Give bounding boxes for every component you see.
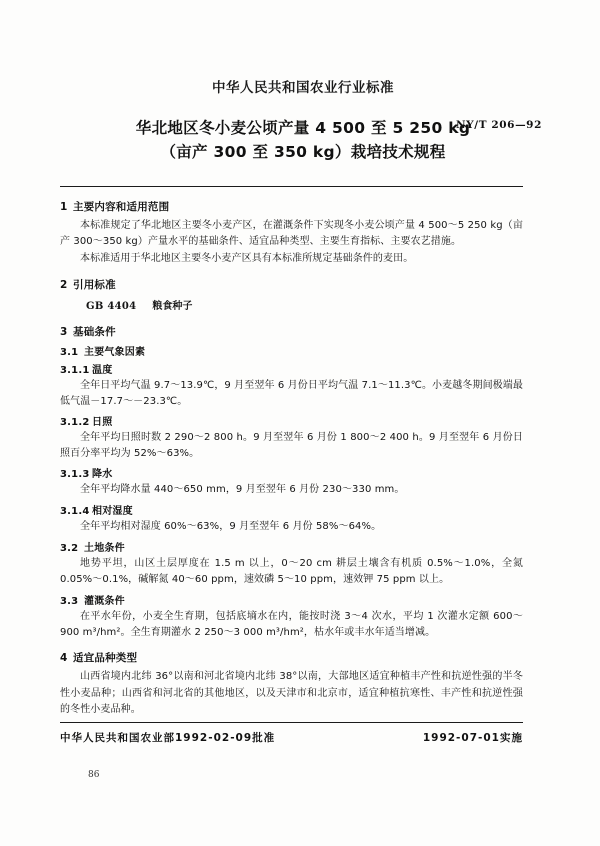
item-number-3-1-4: 3.1.4 (60, 505, 90, 517)
page-sheet (60, 0, 546, 846)
page-number: 86 (88, 770, 100, 780)
page-footer (60, 722, 523, 745)
subsection-title-3-1: 主要气象因素 (84, 346, 146, 358)
item-heading-3-1-4 (60, 502, 523, 517)
item-text-3-1-3: 全年平均降水量 440～650 mm，9 月至翌年 6 月份 230～330 mm。 (80, 484, 405, 496)
item-number-3-1-1: 3.1.1 (60, 364, 90, 376)
section-number-4: 4 (60, 652, 68, 665)
item-heading-3-1-3 (60, 465, 523, 480)
subsection-title-3-2: 土地条件 (84, 542, 125, 554)
subsection-text-3-2: 地势平坦，山区土层厚度在 1.5 m 以上，0～20 cm 耕层土壤含有机质 0.5%～1.0%，全氮 0.05%～0.1%，碱解氮 40～60 ppm，速效磷 5～10 ppm，速效钾 75 ppm 以上。 (60, 557, 523, 585)
subsection-title-3-3: 灌溉条件 (84, 596, 125, 608)
item-text-3-1-2: 全年平均日照时数 2 290～2 800 h。9 月至翌年 6 月份 1 800～2 400 h。9 月至翌年 6 月份日照百分率平均为 52%～63%。 (60, 431, 523, 460)
section-1-paragraph-2: 本标准适用于华北地区主要冬小麦产区具有本标准所规定基础条件的麦田。 (80, 253, 414, 265)
referenced-standard (60, 299, 523, 315)
subsection-number-3-3: 3.3 (60, 596, 79, 608)
title-line-2: （亩产 300 至 350 kg）栽培技术规程 (160, 143, 446, 162)
section-title-3: 基础条件 (73, 325, 116, 338)
item-heading-3-1-1 (60, 361, 523, 376)
item-number-3-1-3: 3.1.3 (60, 469, 90, 481)
item-title-3-1-1: 温度 (92, 364, 113, 376)
subsection-text-3-3: 在平水年份，小麦全生育期，包括底墒水在内，能按时浇 3～4 次水，平均 1 次灌水定额 600～900 m³/hm²。全生育期灌水 2 250～3 000 m³/hm²，枯水年或丰水年适当增减。 (60, 611, 523, 639)
item-title-3-1-3: 降水 (92, 469, 113, 481)
section-heading-2 (60, 277, 523, 292)
footer-row (60, 730, 523, 745)
subsection-heading-3-2 (60, 539, 523, 554)
item-text-3-1-1: 全年日平均气温 9.7～13.9℃，9 月至翌年 6 月份日平均气温 7.1～11.3℃。小麦越冬期间极端最低气温－17.7～－23.3℃。 (60, 379, 523, 407)
item-number-3-1-2: 3.1.2 (60, 416, 90, 428)
standard-organization: 中华人民共和国农业行业标准 (212, 80, 394, 96)
subsection-heading-3-1 (60, 343, 523, 358)
approval-statement: 中华人民共和国农业部1992-02-09批准 (60, 732, 276, 744)
header-divider (60, 186, 523, 187)
referenced-standard-name: 粮食种子 (152, 300, 193, 312)
section-heading-4 (60, 650, 523, 665)
item-title-3-1-2: 日照 (92, 416, 113, 428)
section-heading-1 (60, 199, 523, 214)
section-number-2: 2 (60, 278, 68, 291)
section-4-paragraph-1: 山西省境内北纬 36°以南和河北省境内北纬 38°以南，大部地区适宜种植丰产性和抗逆性强的半冬性小麦品种；山西省和河北省的其他地区，以及天津市和北京市，适宜种植抗寒性、丰产性和抗逆性强的冬性小麦品种。 (60, 671, 523, 715)
title-block (60, 116, 546, 164)
section-heading-3 (60, 324, 523, 339)
subsection-number-3-2: 3.2 (60, 542, 79, 554)
section-number-1: 1 (60, 201, 68, 214)
section-1-paragraph-1: 本标准规定了华北地区主要冬小麦产区，在灌溉条件下实现冬小麦公顷产量 4 500～5 250 kg（亩产 300～350 kg）产量水平的基础条件、适宜品种类型、主要生育指标、主要农艺措施。 (60, 220, 523, 248)
section-title-1: 主要内容和适用范围 (73, 201, 170, 214)
item-heading-3-1-2 (60, 413, 523, 428)
referenced-standard-code: GB 4404 (86, 300, 137, 312)
subsection-heading-3-3 (60, 592, 523, 607)
subsection-number-3-1: 3.1 (60, 346, 79, 358)
title-line-1: 华北地区冬小麦公顷产量 4 500 至 5 250 kg (135, 119, 471, 137)
section-title-4: 适宜品种类型 (73, 652, 138, 665)
item-text-3-1-4: 全年平均相对湿度 60%～63%，9 月至翌年 6 月份 58%～64%。 (80, 520, 382, 532)
standard-number: NY/T 206—92 (455, 119, 542, 131)
section-title-2: 引用标准 (73, 278, 116, 291)
section-number-3: 3 (60, 325, 68, 338)
implementation-date: 1992-07-01实施 (422, 732, 523, 744)
footer-divider (60, 722, 523, 723)
document-body (60, 199, 523, 718)
item-title-3-1-4: 相对湿度 (92, 505, 133, 517)
